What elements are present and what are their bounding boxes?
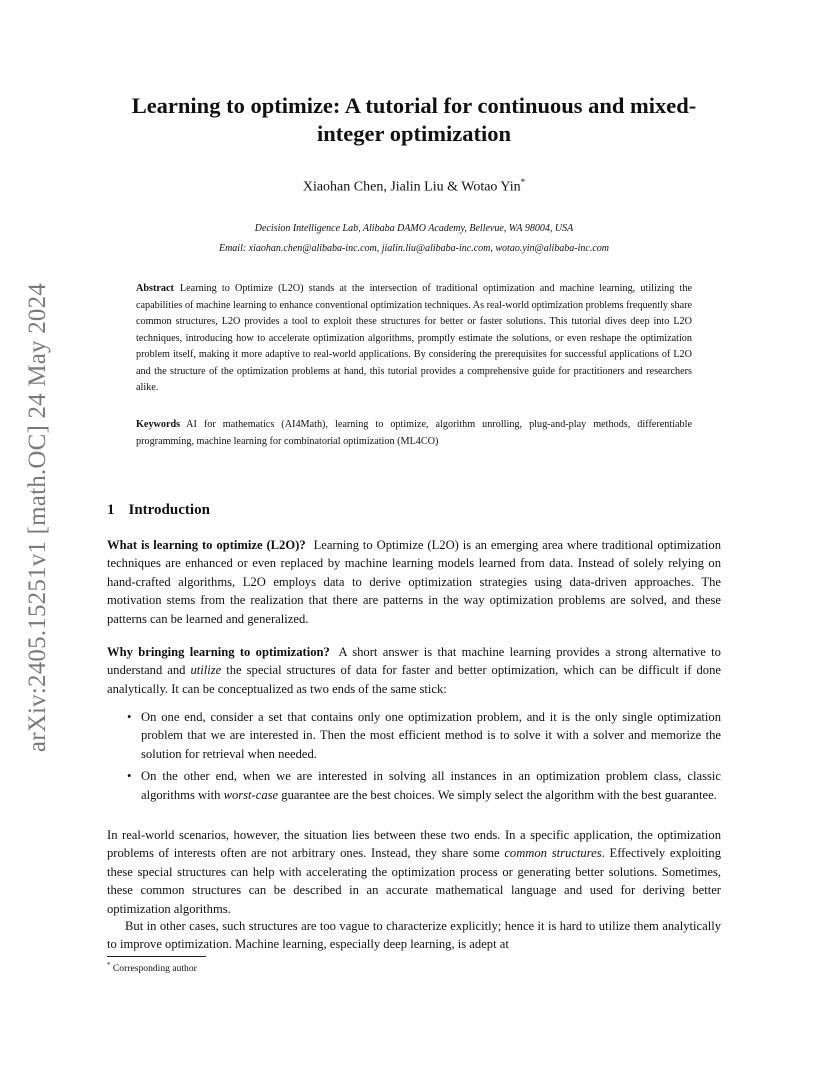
footnote-divider — [107, 956, 206, 957]
abstract-text: Learning to Optimize (L2O) stands at the intersection of traditional optimization and machine learning, utilizing the capabilities of machine learning to enhance conventional optimization techniques. As real-world optimization problems frequently share common structures, L2O provides a tool to exploit these structures for better or faster solutions. This tutorial dives deep into L2O techniques, introducing how to accelerate optimization algorithms, promptly estimate the solutions, or even reshape the optimization problem itself, making it more adaptive to real-world applications. By considering the prerequisites for successful applications of L2O and the structure of the optimization problems at hand, this tutorial provides a comprehensive guide for practitioners and researchers alike. — [136, 283, 692, 393]
paragraph-other-cases: But in other cases, such structures are too vague to characterize explicitly; hence it is hard to utilize them analytically to improve optimization. Machine learning, especially deep learning, is adept at — [107, 919, 721, 952]
emphasis: worst-case — [223, 787, 279, 802]
list-item — [107, 767, 721, 804]
paragraph-why-learning — [107, 643, 721, 698]
paragraph-lead: Why bringing learning to optimization? — [107, 645, 330, 659]
author-emails: Email: xiaohan.chen@alibaba-inc.com, jialin.liu@alibaba-inc.com, wotao.yin@alibaba-inc.com — [218, 243, 610, 254]
author-list — [100, 177, 728, 196]
bullet-marker: • — [127, 710, 132, 724]
footnote — [107, 961, 197, 974]
bullet-list — [107, 708, 721, 808]
abstract-label: Abstract — [136, 283, 174, 294]
paragraph-real-world — [107, 826, 721, 918]
list-item — [107, 708, 721, 763]
corresponding-author-mark: * — [520, 177, 526, 187]
list-item-text: On one end, consider a set that contains only one optimization problem, and it is the only single optimization problem that we are interested in. Then the most efficient method is to solve it with a solver and memorize the solution for retrieval when needed. — [141, 710, 721, 761]
keywords-label: Keywords — [136, 419, 181, 430]
arxiv-identifier — [16, 258, 60, 778]
section-title: Introduction — [128, 502, 210, 518]
footnote-mark: * — [107, 961, 111, 969]
paragraph-text: A short answer is that machine learning provides a strong alternative to understand and — [107, 645, 721, 678]
paragraph-what-is-l2o — [107, 536, 721, 628]
list-item-text: On the other end, when we are interested in solving all instances in an optimization problem class, classic algorithms with — [141, 769, 721, 802]
footnote-text: Corresponding author — [112, 963, 197, 975]
bullet-marker: • — [127, 769, 132, 784]
affiliation: Decision Intelligence Lab, Alibaba DAMO Academy, Bellevue, WA 98004, USA — [254, 223, 574, 234]
emphasis: utilize — [190, 663, 222, 678]
arxiv-identifier-text: arXiv:2405.15251v1 [math.OC] 24 May 2024 — [24, 283, 51, 753]
keywords-text: AI for mathematics (AI4Math), learning to optimize, algorithm unrolling, plug-and-play methods, differentiable programming, machine learning for combinatorial optimization (ML4CO) — [136, 419, 692, 447]
paragraph-text: the special structures of data for faster and better optimization, which can be difficult if done analytically. It can be conceptualized as two ends of the same stick: — [107, 663, 721, 696]
paragraph-text: . Effectively exploiting these special structures can help with accelerating the optimization process or generating better solutions. Sometimes, these common structures can be described in an accurate mathematical language and used for deriving better optimization algorithms. — [107, 846, 722, 916]
keywords — [136, 417, 692, 450]
section-number: 1 — [107, 502, 115, 518]
author-names: Xiaohan Chen, Jialin Liu & Wotao Yin — [302, 179, 521, 195]
emphasis: common structures — [504, 846, 602, 861]
list-item-text: guarantee are the best choices. We simply select the algorithm with the best guarantee. — [278, 787, 717, 802]
abstract — [136, 281, 692, 397]
section-heading — [107, 502, 210, 519]
paragraph-text: Learning to Optimize (L2O) is an emerging area where traditional optimization techniques are enhanced or even replaced by machine learning models learned from data. Instead of solely relying on hand-crafted algorithms, L2O employs data to derive optimization strategies using data-driven approaches. The motivation stems from the realization that there are patterns in the way optimization problems are solved, and these patterns can be learned and generalized. — [107, 538, 721, 626]
paragraph-lead: What is learning to optimize (L2O)? — [107, 538, 306, 552]
paragraph-text: In real-world scenarios, however, the situation lies between these two ends. In a specific application, the optimization problems of interests often are not arbitrary ones. Instead, they share some — [107, 828, 721, 861]
paper-title: Learning to optimize: A tutorial for continuous and mixed-integer optimization — [131, 93, 697, 146]
